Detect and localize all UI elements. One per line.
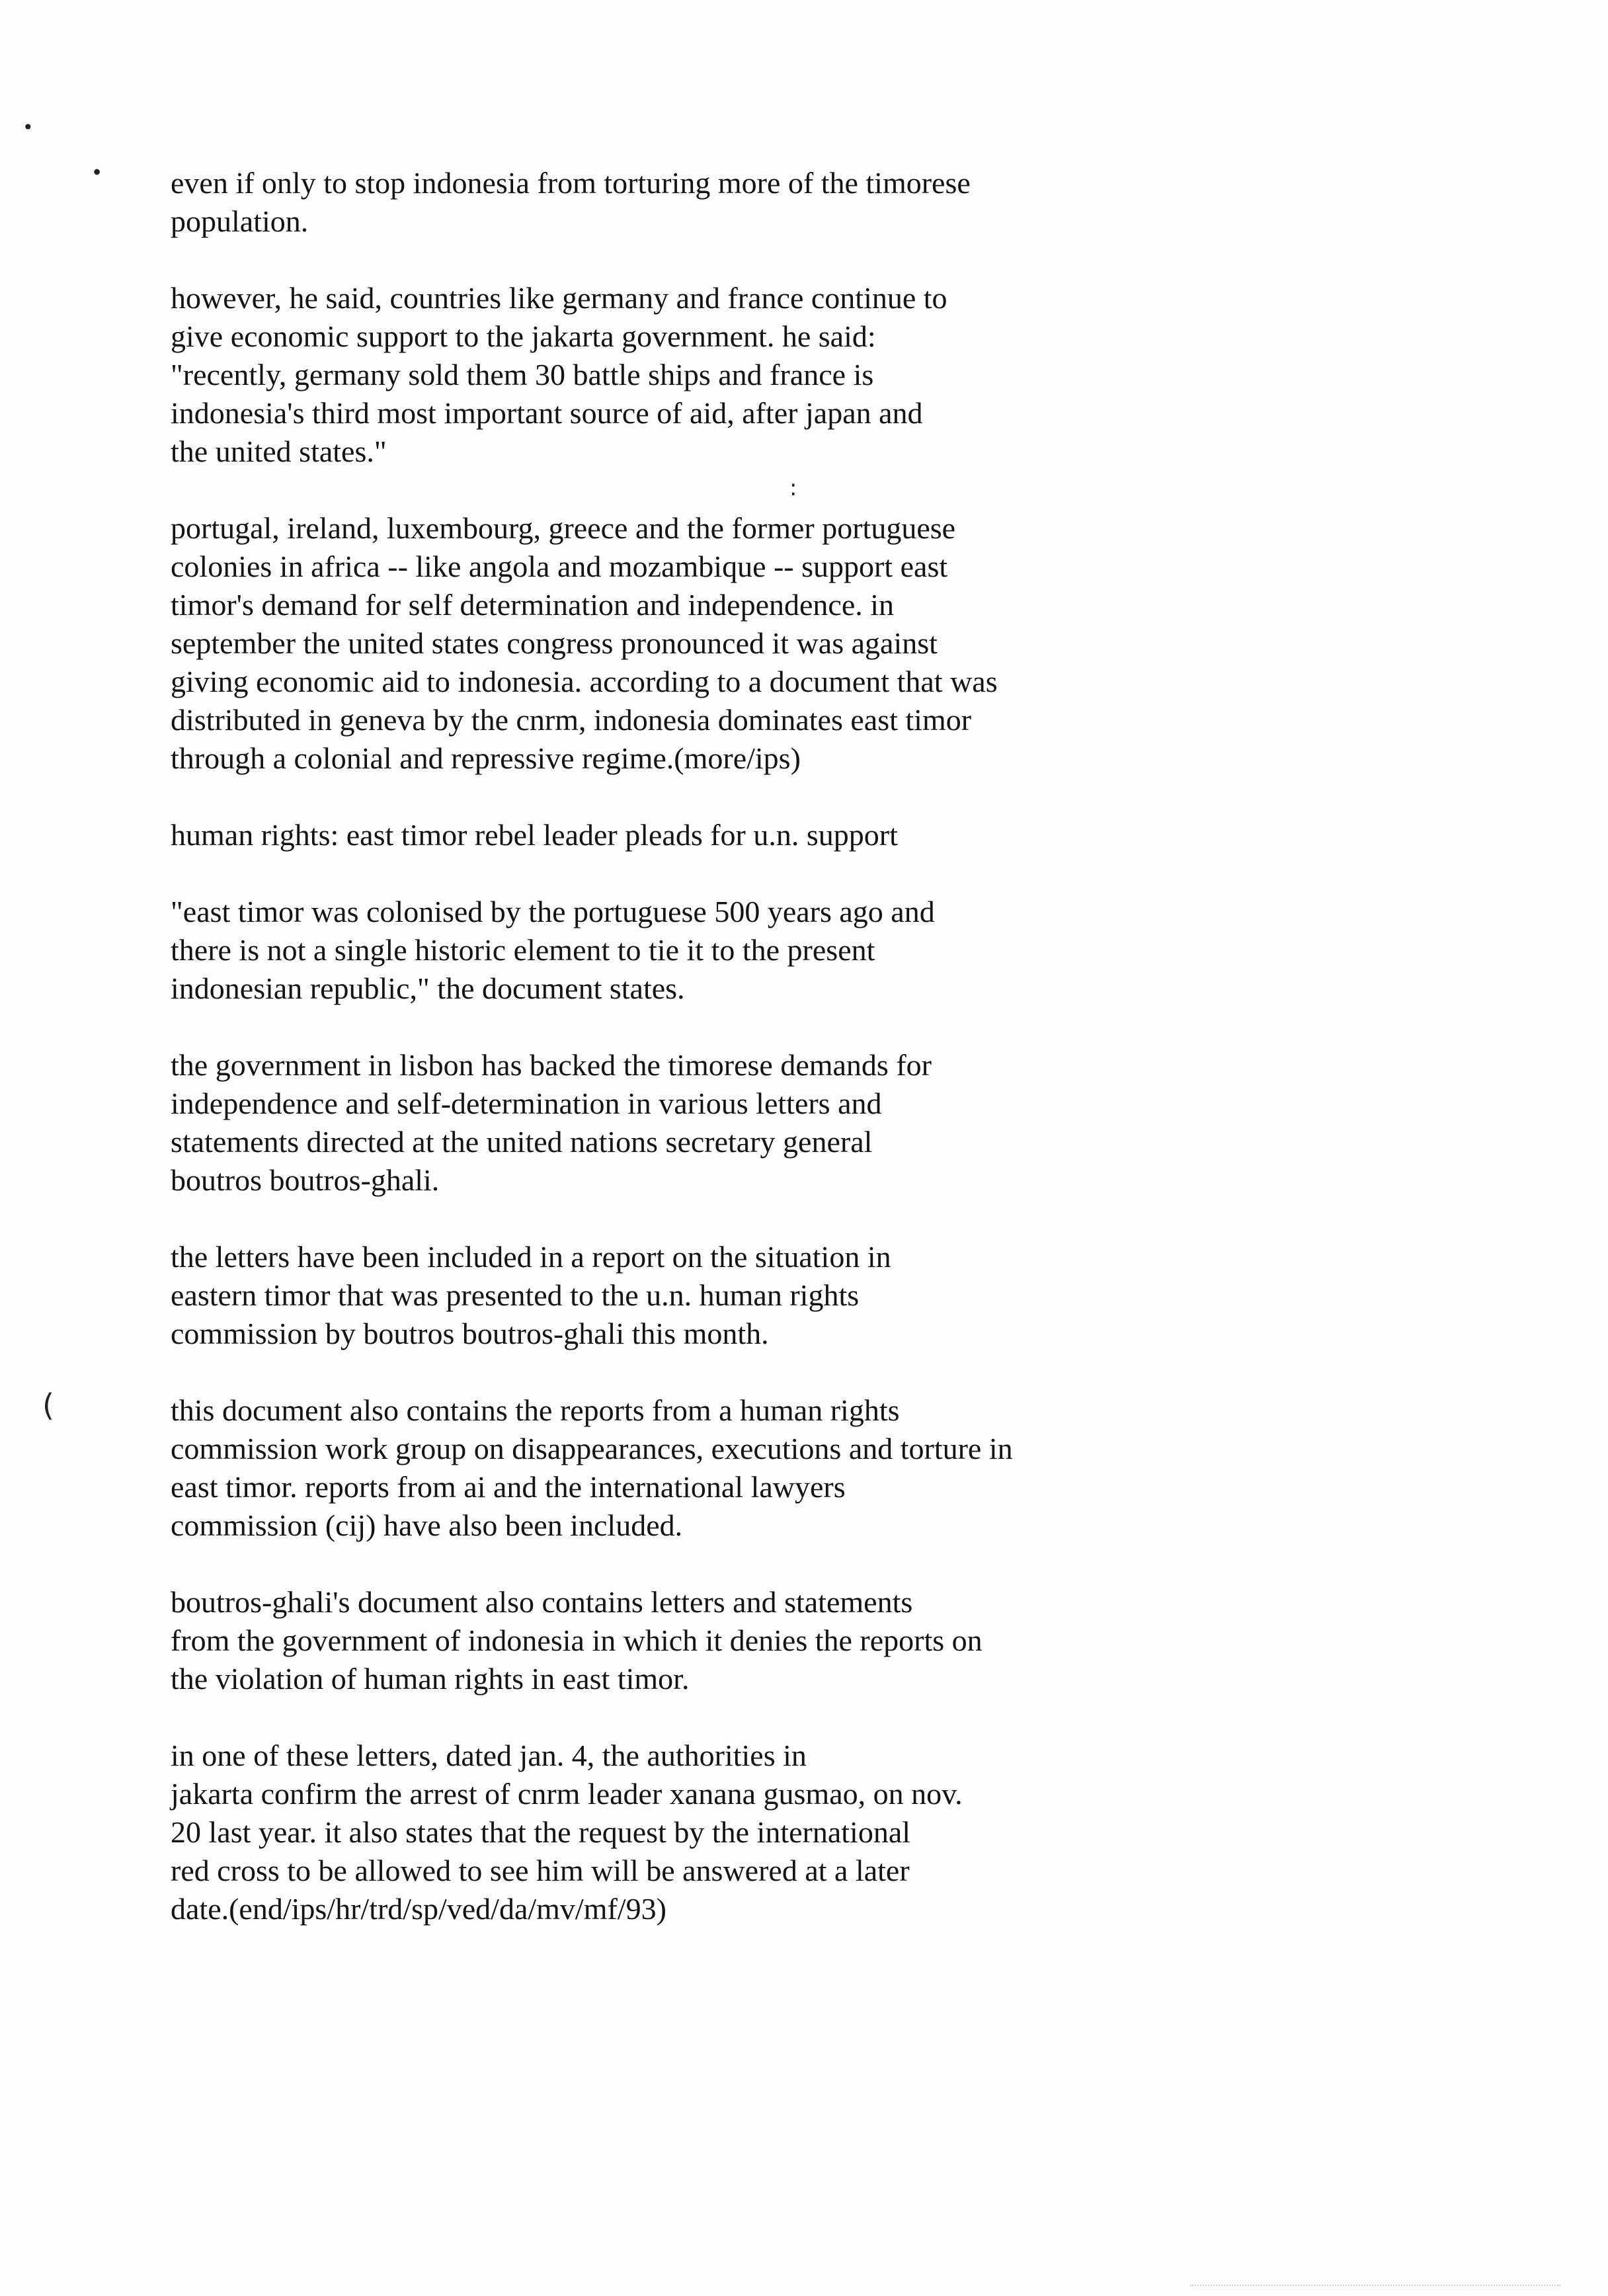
paragraph [171,893,1162,1008]
text-line: through a colonial and repressive regime.(more/ips) [171,741,801,775]
text-line: give economic support to the jakarta government. he said: [171,319,876,353]
text-line: the violation of human rights in east timor. [171,1662,690,1696]
scan-noise [1190,2285,1560,2289]
text-line: distributed in geneva by the cnrm, indonesia dominates east timor [171,703,972,737]
paragraph [171,1583,1162,1698]
text-line: this document also contains the reports from a human rights [171,1393,900,1427]
paragraph [171,1238,1162,1353]
text-line: population. [171,204,309,238]
text-line: commission by boutros boutros-ghali this month. [171,1317,769,1350]
text-line: in one of these letters, dated jan. 4, the authorities in [171,1739,807,1772]
text-line: statements directed at the united nations secretary general [171,1125,873,1159]
text-line: 20 last year. it also states that the request by the international [171,1815,911,1849]
text-line: human rights: east timor rebel leader pleads for u.n. support [171,818,898,852]
text-line: date.(end/ips/hr/trd/sp/ved/da/mv/mf/93) [171,1892,666,1926]
paragraph [171,1737,1162,1928]
scan-speck-mark: • [22,116,34,138]
paragraph [171,1391,1162,1545]
text-line: colonies in africa -- like angola and mozambique -- support east [171,550,948,583]
margin-paren-mark: ( [42,1387,54,1423]
text-line: red cross to be allowed to see him will be answered at a later [171,1854,910,1887]
text-line: however, he said, countries like germany and france continue to [171,281,947,315]
stray-colon-mark: : [789,475,797,501]
paragraph [171,816,1162,854]
text-line: september the united states congress pronounced it was against [171,626,938,660]
text-line: commission work group on disappearances, executions and torture in [171,1432,1013,1465]
text-line: east timor. reports from ai and the international lawyers [171,1470,846,1504]
text-line: from the government of indonesia in which it denies the reports on [171,1623,983,1657]
text-line: even if only to stop indonesia from torturing more of the timorese [171,166,971,200]
text-line: eastern timor that was presented to the u.n. human rights [171,1278,860,1312]
scan-speck-mark: • [85,159,108,186]
paragraph [171,164,1162,241]
text-line: boutros boutros-ghali. [171,1163,440,1197]
text-line: giving economic aid to indonesia. according to a document that was [171,665,998,698]
text-line: boutros-ghali's document also contains letters and statements [171,1585,913,1619]
text-line: the united states." [171,434,387,468]
text-line: "east timor was colonised by the portuguese 500 years ago and [171,895,935,928]
text-line: indonesian republic," the document states. [171,971,685,1005]
text-line: the government in lisbon has backed the timorese demands for [171,1048,932,1082]
document-body [171,164,1162,1967]
paragraph [171,509,1162,778]
text-line: commission (cij) have also been included. [171,1508,683,1542]
text-line: indonesia's third most important source of aid, after japan and [171,396,923,430]
text-line: there is not a single historic element to tie it to the present [171,933,875,967]
text-line: "recently, germany sold them 30 battle ships and france is [171,358,874,391]
text-line: timor's demand for self determination and independence. in [171,588,895,622]
text-line: portugal, ireland, luxembourg, greece and the former portuguese [171,511,956,545]
text-line: the letters have been included in a report on the situation in [171,1240,891,1274]
paragraph [171,279,1162,471]
text-line: independence and self-determination in various letters and [171,1086,882,1120]
paragraph [171,1046,1162,1200]
text-line: jakarta confirm the arrest of cnrm leader xanana gusmao, on nov. [171,1777,963,1811]
